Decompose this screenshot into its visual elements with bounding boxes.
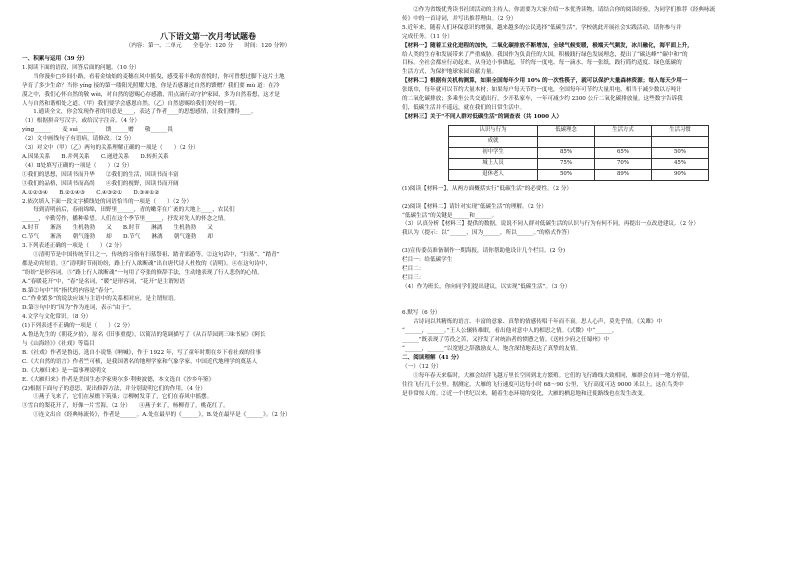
text-line: 1.阅读下面的语段，回答后面的问题。（10 分）: [22, 64, 140, 71]
text-line: 往往飞行几千公里。据测定，大雁的飞行速度可达每小时 68～90 公里，飞行高度可达 9000 米以上，这在鸟类中: [402, 381, 684, 388]
text-line: ______，辛勤劳作，播种希望。人们在这个季节里______，抒发对先人的怀念之情。: [22, 216, 229, 223]
text-line: 栏目三：: [402, 274, 425, 281]
text-line: 张纸巾，每年就可以节约大量木材；如果每户每天节约一度电，全国每年可节约大量用电，相当于减少数以万吨计: [402, 87, 682, 94]
text-line: C.节气 淅沥 朝气蓬勃 却 D.节气 淋漓 朝气蓬勃 却: [22, 234, 213, 241]
survey-cell: 初中学生: [449, 147, 538, 158]
left-question-text: [22, 55, 394, 420]
text-line: (1)阅读【材料一】，从两方面概括实行“低碳生活”的必要性。（2 分）: [402, 185, 573, 192]
left-column: [22, 6, 394, 420]
text-line: “纷纷”是形容词。⑤“路上行人欲断魂”一句用了夸张的修辞手法，生动地表现了行人悲伤的心情。: [22, 269, 263, 276]
survey-cell: [538, 136, 595, 147]
text-line: （4）Ⅱ处填写正确的一项是（ ）（2 分）: [22, 162, 133, 169]
text-line: 与《山海经》》《社戏》等篇目: [22, 341, 95, 347]
text-line: 二、阅读理解（41 分）: [402, 355, 463, 361]
text-line: 4.文学与文化常识。（8 分）: [22, 314, 92, 321]
survey-header-cell: 生活方式: [595, 125, 652, 136]
text-line: 目标。全社会都应行动起来，从身边小事做起，节约每一度电、每一滴水、每一张纸，践行简约适度、绿色低碳的: [402, 60, 682, 67]
text-line: (2)根据下面句子的意思，说出修辞方法，并分别说明它们的作用。（4 分）: [22, 385, 206, 392]
text-line: yíng______ 麦 suì______ 馈______赠 敬______畏: [22, 127, 173, 134]
survey-cell: [595, 136, 652, 147]
text-line: (1)下列表述不正确的一项是（ ）（2 分）: [22, 323, 134, 330]
text-line: 们，低碳生活并不遥远，就在我们的日常生活中。: [402, 104, 526, 111]
survey-cell: 45%: [652, 158, 709, 169]
survey-cell: 65%: [595, 147, 652, 158]
survey-row: [449, 158, 709, 169]
survey-row: [449, 169, 709, 180]
survey-header-row: [449, 125, 709, 136]
text-line: ①连文出自《经典咏流传》，作者是______。A.处在最早的《______》，B.处在最早是《______》。（2 分）: [22, 412, 291, 419]
survey-header-cell: 认识与行为: [449, 125, 538, 136]
text-line: 我认为（提示：以“______，因为______，所以______。”的格式作答）: [402, 230, 573, 237]
text-line: ①每年春天来临时，大雁会结伴飞越万里长空回到北方繁殖。它们的飞行路线大致相同，雁群会在同一地方停留，: [402, 372, 693, 379]
text-line: 的二氧化碳排放；多乘坐公共交通出行，少开私家车，一年可减少约 2300 公斤二氧化碳排放量。这些数字告诉我: [402, 96, 683, 103]
text-line: D.《大雁归来》是一篇事理说明文: [22, 367, 107, 374]
survey-cell: 70%: [595, 158, 652, 169]
text-line: 孕育了多少生命？当你 yíng 接的第一缕阳光照耀大地，你是否感谢过自然的馈赠？我们要 mù 道：在冷: [22, 82, 280, 89]
survey-title: 【材料三】关于“不同人群对低碳生活”的调查表（共 1000 人）: [402, 113, 563, 120]
survey-header-cell: 低碳理念: [538, 125, 595, 136]
right-question-text: [402, 6, 774, 42]
text-line: 完成任务。（11 分）: [402, 33, 453, 40]
text-line: 【材料二】根据有关机构测算，如果全国每年少用 10% 的一次性筷子，就可以保护大量森林资源；每人每天少用一: [402, 78, 688, 85]
survey-cell: [652, 136, 709, 147]
text-line: 2.依次填入下面一段文字横线处的词语恰当的一项是（ ）（2 分）: [22, 198, 193, 205]
survey-header-cell: 生活习惯: [652, 125, 709, 136]
text-line: 栏目二：: [402, 265, 425, 272]
text-line: ①燕子飞来了，它们在屋檐下筑巢；②柳树发芽了，它们在春风中摇摆。: [22, 394, 213, 401]
text-line: 都是动宾短语。③“清明时节雨纷纷，路上行人欲断魂”出自唐代诗人杜牧的《清明》。④在这句诗中，: [22, 260, 272, 267]
text-line: ①我们的思想，因读书而升华 ②我们的生活，因读书而丰富: [22, 171, 179, 178]
text-line: (3)宣传委员准备制作一期海报，请你帮助他设计几个栏目。(2 分): [402, 248, 566, 255]
survey-cell: 75%: [538, 158, 595, 169]
text-line: A.时节 淅沥 生机勃勃 又 B.时节 淋漓 生机勃勃 又: [22, 225, 213, 232]
text-line: 1.通读全文，你会发现作者的用意是____，表达了作者____的思想感情，让我们懂得____。: [22, 109, 257, 116]
text-line: 给人类的生存和发展带来了严重威胁。我国作为负责任的大国，积极践行绿色发展理念，提出了“碳达峰”“碳中和”的: [402, 51, 688, 58]
text-line: 是非常惊人的。②近一个世纪以来，随着生态环境的变化，大雁的栖息地和迁徙路线也在发生改变。: [402, 390, 649, 397]
text-line: B.《社戏》作者是鲁迅，选自小说集《呐喊》，作于 1922 年，写了童年时期在乡下看社戏的往事: [22, 349, 262, 356]
text-line: 传》中的一首诗词，并写出推荐理由。（2 分）: [402, 15, 517, 22]
text-line: 5.近年来，随着人们环保意识的增强，越来越多的公民选择“低碳生活”，学校就此开展社会实践活动，请你参与并: [402, 24, 682, 31]
page-title: 八下语文第一次月考试题卷: [160, 31, 256, 41]
text-line: （1）根据拼音写汉字，或给汉字注音。（4 分）: [22, 118, 140, 125]
text-line: 当你漫步□乡间小路，看着金灿灿的麦穗在风中摇曳，感受着丰收的喜悦时，你可曾想过脚下这片土地: [22, 73, 285, 80]
text-line: 漠之中，我们心怀自然的敬 wèi，对自然的恩赐心存感激，用点滴行动守护家园，多为自然着想，这才是: [22, 91, 280, 98]
right-column: [402, 6, 774, 399]
text-line: “______，______。”王人公辗转难眠，看出他对意中人的相思之情。《式微》中“______，: [402, 328, 618, 335]
text-line: C.“作业繁多”的说法应该与主语中的关系相对应，是主谓短语。: [22, 296, 180, 303]
text-line: A.因果关系 B.并列关系 C.递进关系 D.转折关系: [22, 153, 169, 160]
survey-cell: 50%: [538, 169, 595, 180]
text-line: C.《大自然的语言》作者竺可桢，是我国著名的地理学家和气象学家，中国近代地理学的奠基人: [22, 358, 258, 365]
text-line: “低碳生活”的关键是______和______。: [402, 212, 498, 219]
text-line: （3）对文中（甲）（乙）两句的关系理解正确的一项是（ ）（2 分）: [22, 145, 199, 152]
text-line: [402, 238, 774, 247]
text-line: [402, 301, 774, 310]
survey-table: [448, 125, 709, 181]
right-question-text-2: [402, 185, 774, 399]
text-line: （2）文中画线句子有语病，请修改。（2 分）: [22, 136, 135, 143]
text-line: （3）认真分析【材料三】提供的数据，说说不同人群对低碳生活的认识与行为有何不同，再提出一点改进建议。（2 分）: [402, 221, 699, 228]
text-line: ②作为省级优秀读书社团活动的主持人，你需要为大家介绍一本优秀读物，请结合你的阅读经验，为同学们推荐《经典咏流: [402, 7, 716, 13]
text-line: ③雪白的梨花开了，好像一片雪海。（2 分） ④燕子来了，杨柳青了，桃花红了。: [22, 403, 229, 410]
text-line: 古诗词以其精炼的语言、丰富的意象、真挚的情感传唱千年而不衰。思人心声，莫先乎情。《关雎》中: [402, 319, 663, 326]
text-line: 栏目一：给低碳学生: [402, 257, 453, 264]
survey-cell: 城上人员: [449, 158, 538, 169]
text-line: （4）作为班长，你向同学们提出建议，以实现“低碳生活”。（3 分）: [402, 283, 571, 290]
text-line: 一、积累与运用（39 分）: [22, 56, 88, 62]
text-line: 人与自然和谐相处之道。（甲）我们要学会感恩自然。（乙）自然恩赐给我们美好的一切。: [22, 100, 241, 107]
survey-cell: 90%: [652, 169, 709, 180]
text-line: 生活方式，为保护地球家园贡献力量。: [402, 69, 498, 76]
material-text: [402, 42, 774, 113]
text-line: “______，______”以宽慰之辞激励友人，饱含深情地表达了真挚的友情。: [402, 346, 582, 353]
text-line: B.第②句中“其”指代的内容是“春分”。: [22, 287, 118, 294]
text-line: [402, 194, 774, 203]
text-line: A.鲁迅先生的《朝花夕拾》，原名《旧事重提》，以简洁的笔调描写了《从百草园到三味书屋》《阿长: [22, 332, 266, 339]
survey-body: [449, 136, 709, 180]
text-line: D.第③句中的“因为”作为连词，表示“由于”。: [22, 305, 135, 312]
survey-row: [449, 147, 709, 158]
survey-cell: 成就: [449, 136, 538, 147]
survey-cell: 50%: [652, 147, 709, 158]
exam-meta: （内容：第一、二单元 全卷分：120 分 时间：120 分钟）: [125, 43, 291, 49]
text-line: 【材料一】随着工业化进程的加快，二氧化碳排放不断增加，全球气候变暖，极端天气频发，冰川融化，海平面上升，: [402, 42, 693, 49]
text-line: （一）（12 分）: [402, 363, 442, 370]
text-line: E.《大雁归来》作者是美国生态学家奥尔多·利奥波德，本文选自《沙乡年鉴》: [22, 376, 215, 383]
text-line: 每到清明前后，春雨绵绵，田野里______，青的嫩芽在广袤的大地上____，农民们: [22, 207, 235, 214]
text-line: 3.下列表述正确的一项是（ ）（2 分）: [22, 243, 125, 250]
text-line: ③我们的品格，因读书而高尚 ④我们的视野，因读书而开阔: [22, 180, 179, 187]
text-line: A.“春暖花开”中，“春”是名词，“暖”是形容词，“花开”是主谓短语: [22, 278, 185, 285]
survey-cell: 85%: [538, 147, 595, 158]
text-line: A.①②③④ B.②①④③ C.④③②① D.③④①②: [22, 189, 160, 196]
survey-cell: 退休老人: [449, 169, 538, 180]
text-line: ①清明节是中国传统节日之一，传统的习俗有扫墓祭祖、踏青郊游等。②这句话中，“扫墓”、“踏青”: [22, 251, 280, 258]
survey-row: [449, 136, 709, 147]
text-line: 6.默写（6 分）: [402, 310, 441, 317]
text-line: (2)阅读【材料二】请针对实现“低碳生活”的理解。（2 分）: [402, 203, 547, 210]
text-line: [402, 292, 774, 301]
text-line: ______”既表现了劳役之苦，又抒发了对统治者的愤懑之情。《送杜少府之任蜀州》中: [402, 337, 610, 344]
survey-cell: 89%: [595, 169, 652, 180]
